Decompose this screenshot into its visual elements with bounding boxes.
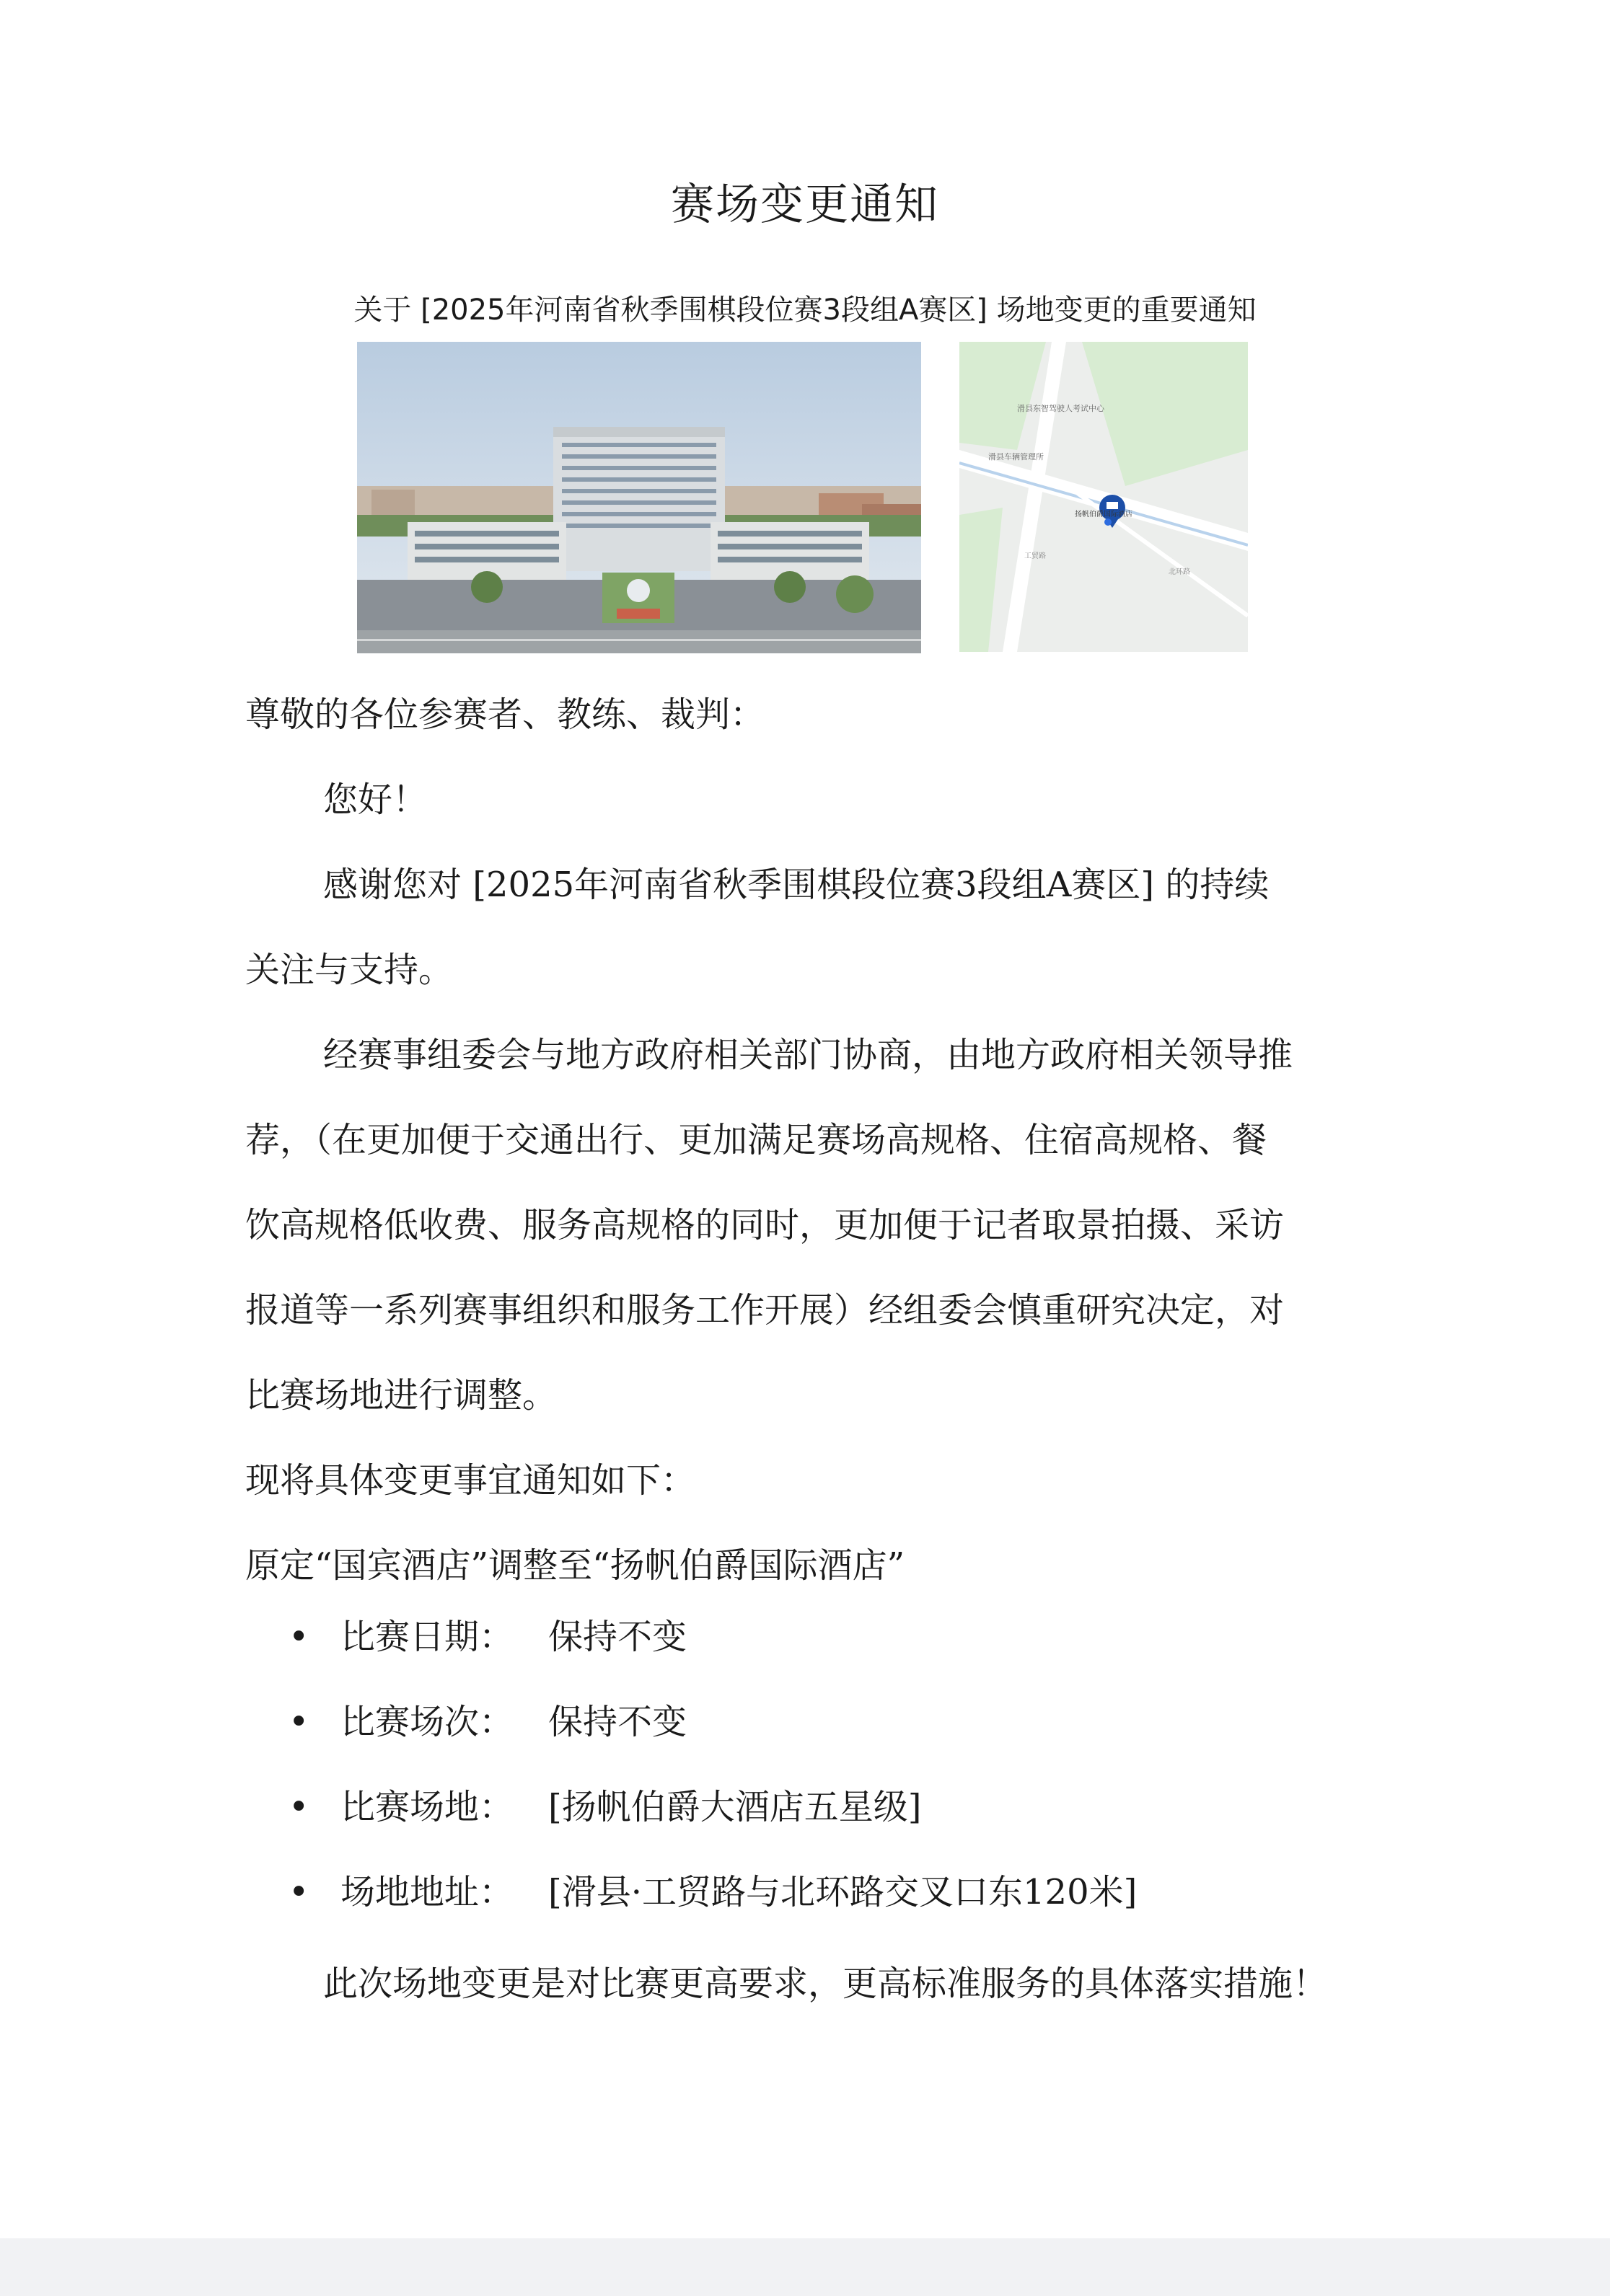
detail-value: 保持不变 [548, 1702, 687, 1742]
para2-line2: 荐，（在更加便于交通出行、更加满足赛场高规格、住宿高规格、餐 [245, 1120, 1267, 1160]
detail-label: 比赛场地： [340, 1787, 514, 1827]
map-icon [959, 342, 1248, 652]
para1-line1: 感谢您对 [2025年河南省秋季围棋段位赛3段组A赛区] 的持续 [323, 865, 1270, 905]
para2-line4: 报道等一系列赛事组织和服务工作开展）经组委会慎重研究决定，对 [245, 1290, 1285, 1330]
map-label-road1: 工贸路 [1024, 552, 1046, 560]
detail-label: 比赛场次： [340, 1702, 514, 1742]
page-title: 赛场变更通知 [671, 180, 939, 230]
closing-statement: 此次场地变更是对比赛更高要求，更高标准服务的具体落实措施！ [323, 1964, 1328, 2004]
location-map [959, 342, 1248, 652]
page-subtitle: 关于 [2025年河南省秋季围棋段位赛3段组A赛区] 场地变更的重要通知 [353, 293, 1257, 327]
para2-line1: 经赛事组委会与地方政府相关部门协商，由地方政府相关领导推 [323, 1035, 1293, 1075]
map-label-place3: 扬帆伯爵国际酒店 [1075, 511, 1132, 518]
map-label-road2: 北环路 [1169, 568, 1190, 576]
map-label-place2: 滑县车辆管理所 [988, 452, 1044, 462]
para1-line2: 关注与支持。 [245, 950, 454, 990]
hotel-photo [357, 342, 921, 653]
viewer-bottom-bar [0, 2238, 1610, 2296]
detail-item [289, 1871, 1137, 1914]
para2-line3: 饮高规格低收费、服务高规格的同时，更加便于记者取景拍摄、采访 [245, 1205, 1285, 1245]
detail-label: 场地地址： [340, 1872, 514, 1912]
detail-item [289, 1785, 921, 1829]
greeting: 您好！ [323, 780, 428, 820]
detail-label: 比赛日期： [340, 1617, 514, 1657]
map-label-place1: 滑县东智驾驶人考试中心 [1017, 404, 1104, 413]
detail-item [289, 1615, 687, 1659]
detail-value: [扬帆伯爵大酒店五星级] [548, 1787, 922, 1827]
bullet-icon: • [289, 1702, 309, 1742]
greeting-recipients: 尊敬的各位参赛者、教练、裁判： [245, 694, 765, 735]
bullet-icon: • [289, 1617, 309, 1657]
detail-item [289, 1700, 687, 1744]
hotel-building-icon [357, 342, 921, 653]
change-summary: 原定“国宾酒店”调整至“扬帆伯爵国际酒店” [245, 1545, 905, 1586]
detail-value: 保持不变 [548, 1617, 687, 1657]
para2-line5: 比赛场地进行调整。 [245, 1375, 558, 1416]
detail-value: [滑县·工贸路与北环路交叉口东120米] [548, 1872, 1138, 1912]
bullet-icon: • [289, 1787, 309, 1827]
notice-intro: 现将具体变更事宜通知如下： [245, 1460, 696, 1501]
bullet-icon: • [289, 1872, 309, 1912]
